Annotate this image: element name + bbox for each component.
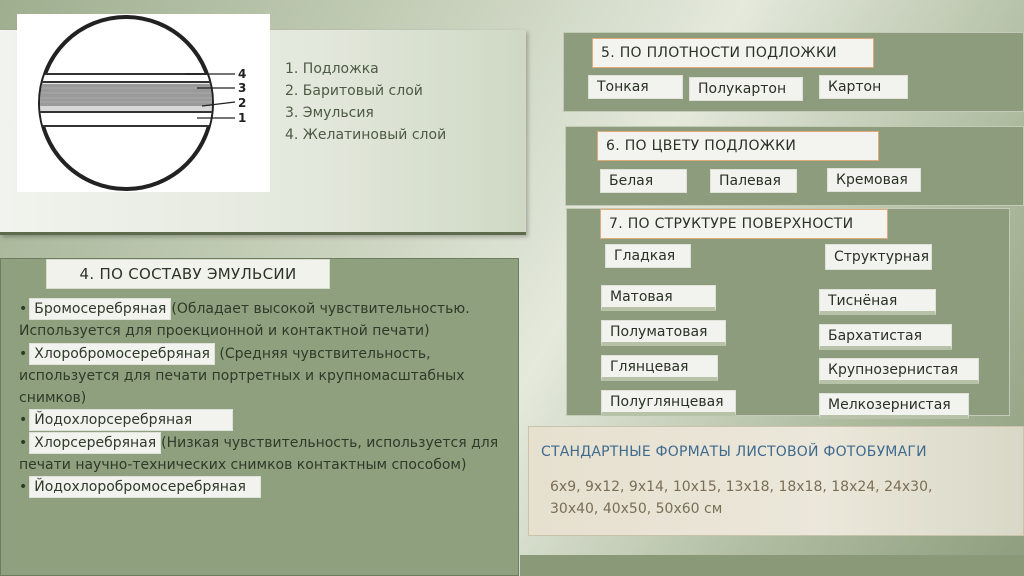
emulsion-name: Хлорсеребряная [29, 432, 161, 454]
emulsion-item-1: • Бромосеребряная (Обладает высокой чувствительностью. Используется для проекционной и контактной печати) [19, 298, 514, 343]
surface-matte: Матовая [601, 285, 716, 311]
density-title: 5. ПО ПЛОТНОСТИ ПОДЛОЖКИ [592, 38, 874, 68]
emulsion-desc: (Низкая чувствительность, используется для печати научно-технических снимков контактным способом) [19, 434, 499, 474]
cross-section-drawing [17, 14, 270, 192]
surface-semiglossy: Полуглянцевая [601, 390, 736, 416]
formats-line-1: 6х9, 9х12, 9х14, 10х15, 13х18, 18х18, 18х24, 24х30, [550, 479, 933, 495]
layer-item-4: 4. Желатиновый слой [285, 127, 447, 143]
layer-item-3: 3. Эмульсия [285, 105, 374, 121]
color-option-white: Белая [600, 169, 687, 193]
formats-title: СТАНДАРТНЫЕ ФОРМАТЫ ЛИСТОВОЙ ФОТОБУМАГИ [541, 444, 927, 460]
emulsion-name: Бромосеребряная [29, 298, 171, 320]
color-title: 6. ПО ЦВЕТУ ПОДЛОЖКИ [597, 131, 879, 161]
emulsion-item-3: • Йодохлорсеребряная [19, 409, 514, 431]
surface-velvet: Бархатистая [819, 324, 952, 350]
surface-fine-grain: Мелкозернистая [819, 393, 969, 419]
layer-item-2: 2. Баритовый слой [285, 83, 423, 99]
emulsion-title: 4. ПО СОСТАВУ ЭМУЛЬСИИ [46, 259, 330, 289]
surface-title: 7. ПО СТРУКТУРЕ ПОВЕРХНОСТИ [600, 209, 888, 239]
emulsion-name: Йодохлорсеребряная [29, 409, 233, 431]
surface-semimatte: Полуматовая [601, 320, 726, 346]
layer-number-2: 2 [238, 96, 247, 110]
emulsion-name: Хлоробромосеребряная [29, 343, 215, 365]
density-option-semicardboard: Полукартон [689, 77, 803, 101]
emulsion-desc: (Средняя чувствительность, используется для печати портретных и крупномасштабных снимков) [19, 345, 465, 407]
emulsion-desc: (Обладает высокой чувствительностью. Используется для проекционной и контактной печати) [19, 301, 470, 340]
surface-embossed: Тиснёная [819, 289, 936, 315]
surface-structured: Структурная [825, 244, 932, 270]
density-option-cardboard: Картон [819, 75, 908, 99]
emulsion-item-2: • Хлоробромосеребряная (Средняя чувствительность, используется для печати портретных и крупномасштабных снимков) [19, 343, 514, 410]
emulsion-item-5: • Йодохлоробромосеребряная [19, 476, 514, 498]
emulsion-name: Йодохлоробромосеребряная [29, 476, 261, 498]
layer-number-4: 4 [238, 67, 247, 81]
formats-line-2: 30х40, 40х50, 50х60 см [550, 501, 723, 517]
density-option-thin: Тонкая [588, 75, 683, 99]
color-option-pale: Палевая [710, 169, 797, 193]
emulsion-list [19, 298, 514, 499]
surface-smooth: Гладкая [605, 244, 691, 268]
bottom-strip [520, 555, 1024, 576]
layer-number-1: 1 [238, 111, 247, 125]
layer-item-1: 1. Подложка [285, 61, 379, 77]
surface-glossy: Глянцевая [601, 355, 718, 381]
cross-section-diagram [17, 14, 270, 192]
layer-number-3: 3 [238, 81, 247, 95]
surface-panel [566, 208, 1010, 416]
layer-legend [285, 58, 446, 146]
color-option-cream: Кремовая [827, 168, 921, 192]
emulsion-item-4: • Хлорсеребряная (Низкая чувствительность, используется для печати научно-технических снимков контактным способом) [19, 432, 514, 477]
formats-list [550, 476, 1010, 520]
surface-coarse-grain: Крупнозернистая [819, 358, 979, 384]
